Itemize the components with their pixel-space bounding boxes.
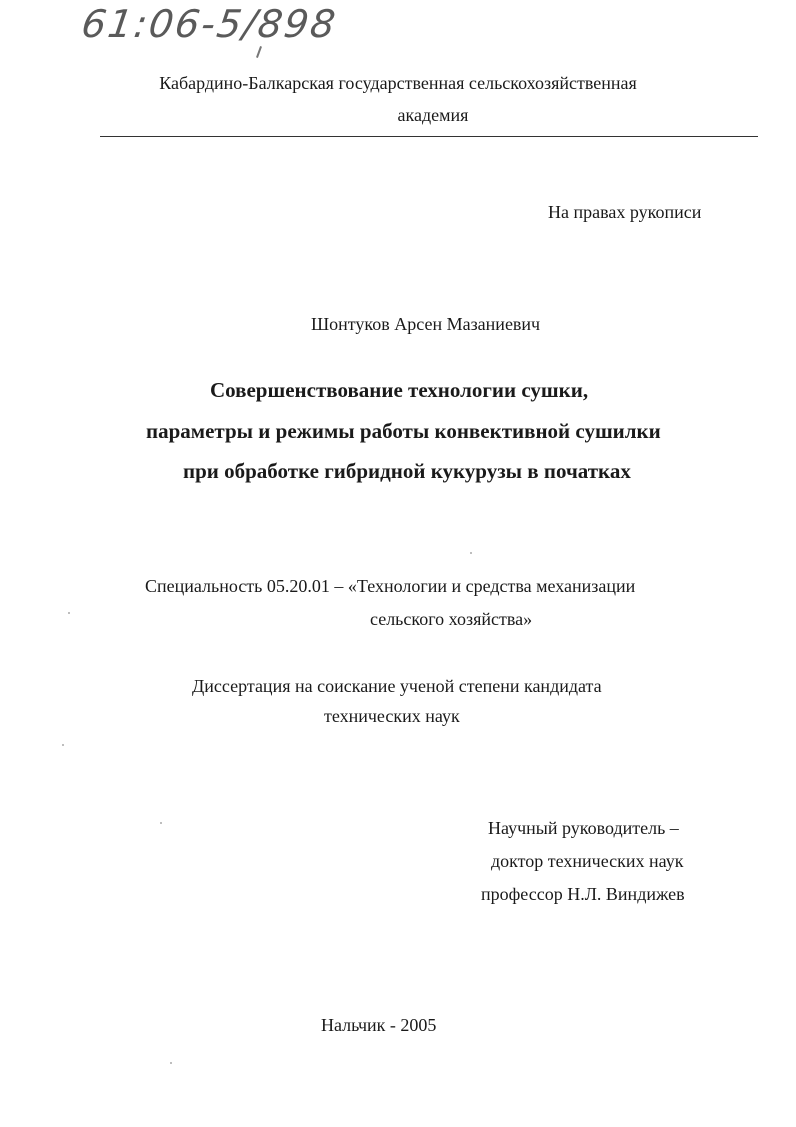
- dissertation-line-1: Диссертация на соискание ученой степени кандидата: [192, 676, 602, 696]
- scan-speck: [68, 612, 70, 614]
- scan-speck: [170, 1062, 172, 1064]
- stamp-mark: [256, 46, 262, 58]
- header-divider: [100, 136, 758, 137]
- author-name: Шонтуков Арсен Мазаниевич: [311, 314, 541, 334]
- organization-line-1: Кабардино-Балкарская государственная сельскохозяйственная: [159, 73, 637, 93]
- handwritten-archive-number: 61:06-5/898: [78, 2, 340, 46]
- title-line-3: при обработке гибридной кукурузы в початках: [183, 459, 631, 483]
- rights-note: На правах рукописи: [548, 202, 702, 222]
- scan-speck: [160, 822, 162, 824]
- title-line-2: параметры и режимы работы конвективной сушилки: [146, 419, 661, 443]
- scan-speck: [62, 744, 64, 746]
- supervisor-line-3: профессор Н.Л. Виндижев: [481, 884, 685, 904]
- title-line-1: Совершенствование технологии сушки,: [210, 378, 589, 402]
- supervisor-line-2: доктор технических наук: [491, 851, 684, 871]
- specialty-line-1: Специальность 05.20.01 – «Технологии и средства механизации: [145, 576, 636, 596]
- place-and-year: Нальчик - 2005: [321, 1015, 437, 1035]
- organization-line-2: академия: [397, 105, 469, 125]
- dissertation-line-2: технических наук: [324, 706, 460, 726]
- supervisor-line-1: Научный руководитель –: [488, 818, 679, 838]
- specialty-line-2: сельского хозяйства»: [370, 609, 533, 629]
- scan-speck: [470, 552, 472, 554]
